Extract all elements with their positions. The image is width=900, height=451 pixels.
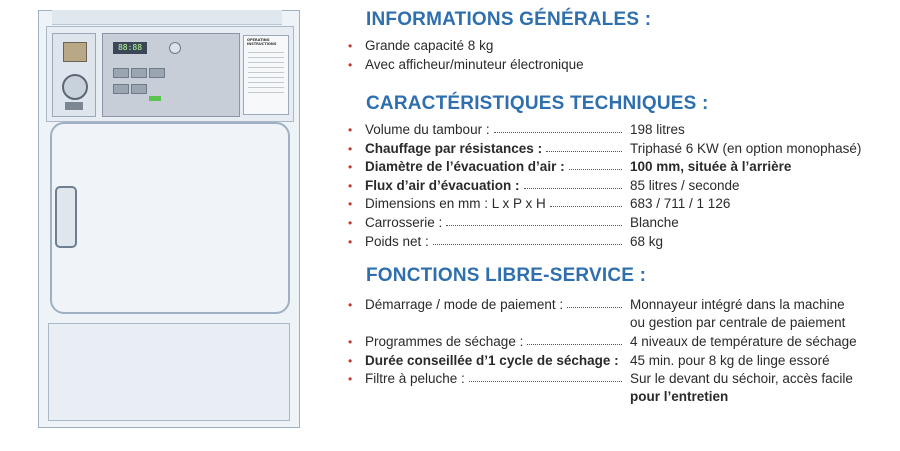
spec-value: 45 min. pour 8 kg de linge essoré bbox=[630, 352, 830, 368]
coin-mechanism bbox=[52, 33, 96, 117]
spec-value: Monnayeur intégré dans la machine bbox=[630, 297, 845, 312]
leader-dots bbox=[446, 225, 622, 226]
leader-dots bbox=[433, 244, 622, 245]
dryer-door bbox=[50, 122, 290, 314]
bullet-icon: • bbox=[348, 57, 353, 72]
bullet-icon: • bbox=[348, 197, 353, 212]
instructions-label bbox=[243, 35, 289, 115]
leader-dots bbox=[527, 344, 622, 345]
bullet-icon: • bbox=[348, 372, 353, 387]
spec-label: Avec afficheur/minuteur électronique bbox=[365, 56, 584, 72]
control-button-icon bbox=[131, 84, 147, 94]
bullet-icon: • bbox=[348, 234, 353, 249]
leader-dots bbox=[469, 381, 622, 382]
control-button-icon bbox=[149, 68, 165, 78]
spec-label: Chauffage par résistances : bbox=[365, 140, 543, 156]
spec-label: Poids net : bbox=[365, 233, 429, 249]
spec-label: Grande capacité 8 kg bbox=[365, 38, 494, 53]
leader-dots bbox=[494, 132, 622, 133]
spec-label: Diamètre de l’évacuation d’air : bbox=[365, 159, 565, 175]
dryer-base-panel bbox=[48, 323, 290, 421]
spec-value: Triphasé 6 KW (en option monophasé) bbox=[630, 140, 862, 156]
spec-label: Durée conseillée d’1 cycle de séchage : bbox=[365, 352, 619, 368]
spec-value: 85 litres / seconde bbox=[630, 177, 740, 193]
spec-label: Programmes de séchage : bbox=[365, 334, 524, 350]
coin-return-icon bbox=[65, 102, 83, 110]
bullet-icon: • bbox=[348, 141, 353, 156]
spec-value: Blanche bbox=[630, 215, 679, 230]
bullet-icon: • bbox=[348, 353, 353, 368]
dryer-illustration bbox=[38, 10, 300, 428]
spec-label: Carrosserie : bbox=[365, 215, 443, 230]
timer-display: 88:88 bbox=[113, 42, 147, 54]
spec-value: 100 mm, située à l’arrière bbox=[630, 159, 792, 175]
control-button-icon bbox=[131, 68, 147, 78]
spec-value: 68 kg bbox=[630, 233, 664, 249]
spec-value: 198 litres bbox=[630, 122, 685, 137]
electronic-controls bbox=[102, 33, 240, 117]
bullet-icon: • bbox=[348, 216, 353, 230]
status-led-icon bbox=[149, 96, 161, 101]
leader-dots bbox=[569, 169, 622, 170]
spec-value-continued: pour l’entretien bbox=[630, 389, 729, 405]
door-handle-icon bbox=[55, 186, 77, 248]
bullet-icon: • bbox=[348, 178, 353, 193]
spec-label: Volume du tambour : bbox=[365, 122, 490, 137]
spec-value: 683 / 711 / 1 126 bbox=[630, 196, 731, 212]
leader-dots bbox=[524, 188, 622, 189]
spec-label: Démarrage / mode de paiement : bbox=[365, 297, 564, 312]
bullet-icon: • bbox=[348, 160, 353, 175]
bullet-icon: • bbox=[348, 39, 353, 53]
spec-label: Filtre à peluche : bbox=[365, 371, 465, 387]
spec-label: Dimensions en mm : L x P x H bbox=[365, 196, 546, 212]
dryer-top bbox=[52, 10, 282, 25]
spec-value-continued: ou gestion par centrale de paiement bbox=[630, 315, 846, 330]
coin-slot-icon bbox=[63, 42, 87, 62]
spec-value: Sur le devant du séchoir, accès facile bbox=[630, 371, 853, 387]
bullet-icon: • bbox=[348, 298, 353, 312]
leader-dots bbox=[550, 206, 622, 207]
brand-logo-icon bbox=[169, 42, 181, 54]
coin-dial-icon bbox=[62, 74, 88, 100]
spec-value: 4 niveaux de température de séchage bbox=[630, 334, 857, 350]
control-button-icon bbox=[113, 68, 129, 78]
control-panel bbox=[46, 26, 294, 122]
section-title-technical: CARACTÉRISTIQUES TECHNIQUES : bbox=[366, 93, 709, 114]
control-button-icon bbox=[113, 84, 129, 94]
section-title-general: INFORMATIONS GÉNÉRALES : bbox=[366, 9, 652, 30]
leader-dots bbox=[567, 307, 622, 308]
section-title-self-service: FONCTIONS LIBRE-SERVICE : bbox=[366, 265, 647, 286]
bullet-icon: • bbox=[348, 335, 353, 350]
spec-label: Flux d’air d’évacuation : bbox=[365, 177, 520, 193]
leader-dots bbox=[546, 151, 622, 152]
instructions-title: OPERATING INSTRUCTIONS bbox=[247, 38, 277, 46]
bullet-icon: • bbox=[348, 123, 353, 137]
